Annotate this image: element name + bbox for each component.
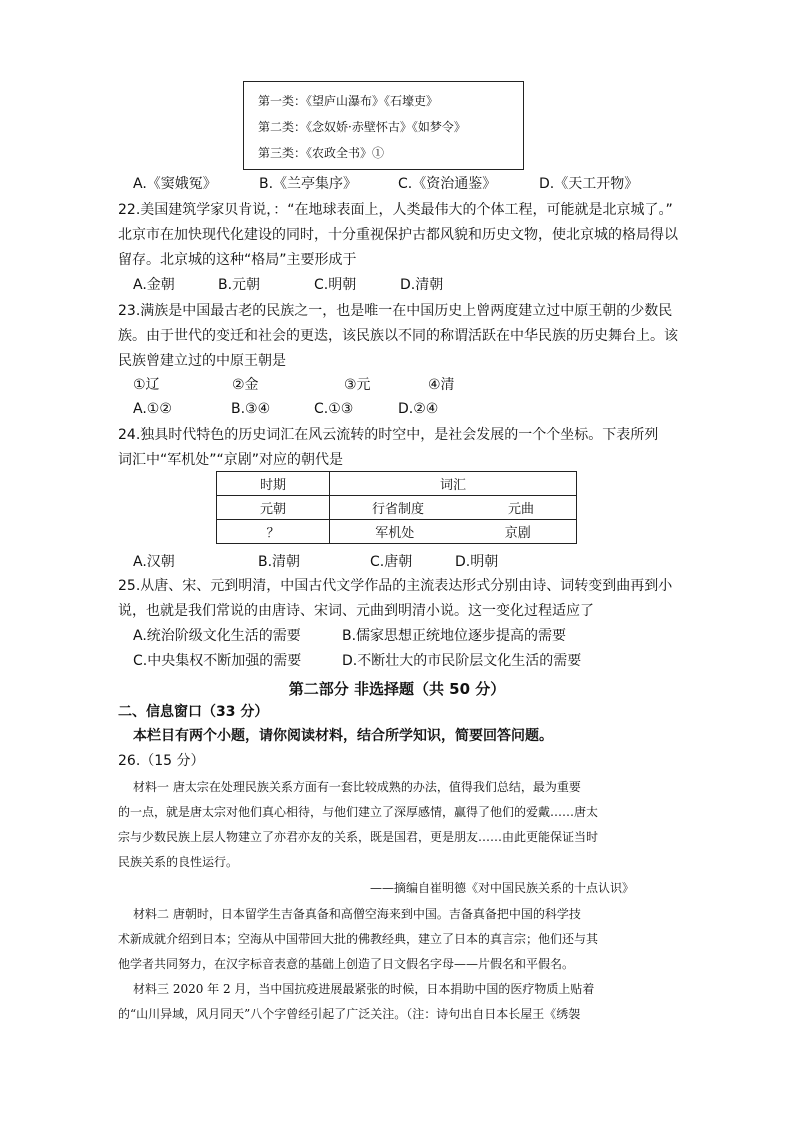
q22-option-d: D.清朝 xyxy=(400,277,444,293)
q23-item-3: ③元 xyxy=(344,377,371,393)
material3-line-1: 材料三 2020 年 2 月，当中国抗疫进展最紧张的时候，日本捐助中国的医疗物质上贴着 xyxy=(133,982,595,996)
q22-option-b: B.元朝 xyxy=(218,277,261,293)
table-cell-period: ？ xyxy=(217,520,330,544)
material2-line-2: 术新成就介绍到日本；空海从中国带回大批的佛教经典，建立了日本的真言宗；他们还与其 xyxy=(118,932,599,946)
material1-source: ——摘编自崔明德《对中国民族关系的十点认识》 xyxy=(370,881,635,895)
q23-option-c: C.①③ xyxy=(314,401,354,417)
q24-option-d: D.明朝 xyxy=(455,554,499,570)
q22-stem-1: 22.美国建筑学家贝肯说，：“在地球表面上，人类最伟大的个体工程，可能就是北京城了。” xyxy=(118,202,673,218)
q23-stem-2: 族。由于世代的变迁和社会的更迭，该民族以不同的称谓活跃在中华民族的历史舞台上。该 xyxy=(118,328,678,344)
table-word: 行省制度 xyxy=(371,502,424,517)
material1-line-3: 宗与少数民族上层人物建立了亦君亦友的关系，既是国君，更是朋友……由此更能保证当时 xyxy=(118,830,599,844)
q25-option-c: C.中央集权不断加强的需要 xyxy=(133,653,302,669)
part2-title: 第二部分 非选择题（共 50 分） xyxy=(288,680,506,698)
q25-option-d: D.不断壮大的市民阶层文化生活的需要 xyxy=(342,653,582,669)
q25-option-a: A.统治阶级文化生活的需要 xyxy=(133,628,301,644)
material3-line-2: 的“山川异域，风月同天”八个字曾经引起了广泛关注。（注：诗句出自日本长屋王《绣袈 xyxy=(118,1007,581,1021)
material2-line-1: 材料二 唐朝时，日本留学生吉备真备和高僧空海来到中国。吉备真备把中国的科学技 xyxy=(133,907,581,921)
material1-line-4: 民族关系的良性运行。 xyxy=(118,855,239,869)
q23-option-b: B.③④ xyxy=(231,401,271,417)
material1-line-1: 材料一 唐太宗在处理民族关系方面有一套比较成熟的办法，值得我们总结，最为重要 xyxy=(133,780,581,794)
table-word: 京剧 xyxy=(504,526,531,541)
q23-stem-1: 23.满族是中国最古老的民族之一，也是唯一在中国历史上曾两度建立过中原王朝的少数民 xyxy=(118,303,673,319)
q25-option-b: B.儒家思想正统地位逐步提高的需要 xyxy=(342,628,567,644)
box-line-1: 第一类：《望庐山瀑布》《石壕吏》 xyxy=(258,94,439,108)
table-header-period: 时期 xyxy=(217,472,330,496)
q22-option-a: A.金朝 xyxy=(133,277,175,293)
table-cell-words xyxy=(330,496,577,520)
q25-stem-1: 25.从唐、宋、元到明清，中国古代文学作品的主流表达形式分别由诗、词转变到曲再到小 xyxy=(118,578,673,594)
q24-option-b: B.清朝 xyxy=(258,554,301,570)
q21-option-d: D.《天工开物》 xyxy=(539,176,639,192)
box-line-3: 第三类：《农政全书》① xyxy=(258,146,385,160)
q23-item-4: ④清 xyxy=(428,377,455,393)
box-line-2: 第二类：《念奴娇·赤壁怀古》《如梦令》 xyxy=(258,120,466,134)
q26-heading: 26.（15 分） xyxy=(118,753,205,769)
q24-option-c: C.唐朝 xyxy=(370,554,413,570)
table-word: 军机处 xyxy=(375,526,415,541)
material2-line-3: 他学者共同努力，在汉字标音表意的基础上创造了日文假名字母——片假名和平假名。 xyxy=(118,957,575,971)
q23-item-2: ②金 xyxy=(232,377,259,393)
q23-option-a: A.①② xyxy=(133,401,172,417)
q21-option-c: C.《资治通鉴》 xyxy=(398,176,497,192)
q24-stem-1: 24.独具时代特色的历史词汇在风云流转的时空中，是社会发展的一个个坐标。下表所列 xyxy=(118,427,659,443)
q24-option-a: A.汉朝 xyxy=(133,554,175,570)
table-cell-period: 元朝 xyxy=(217,496,330,520)
q23-stem-3: 民族曾建立过的中原王朝是 xyxy=(118,353,286,369)
q21-option-b: B.《兰亭集序》 xyxy=(259,176,358,192)
table-row xyxy=(217,520,577,544)
q24-stem-2: 词汇中“军机处”“京剧”对应的朝代是 xyxy=(118,452,344,468)
table-header-row xyxy=(217,472,577,496)
table-word: 元曲 xyxy=(507,502,534,517)
section-instruction: 本栏目有两个小题，请你阅读材料，结合所学知识，简要回答问题。 xyxy=(133,728,553,744)
q23-option-d: D.②④ xyxy=(398,401,439,417)
q22-stem-3: 留存。北京城的这种“格局”主要形成于 xyxy=(118,252,357,268)
section-heading: 二、信息窗口（33 分） xyxy=(118,704,269,720)
vocabulary-table xyxy=(216,471,577,544)
material1-line-2: 的一点，就是唐太宗对他们真心相待，与他们建立了深厚感情，赢得了他们的爱戴……唐太 xyxy=(118,805,599,819)
q21-option-a: A.《窦娥冤》 xyxy=(133,176,217,192)
table-row xyxy=(217,496,577,520)
table-cell-words xyxy=(330,520,577,544)
q22-stem-2: 北京市在加快现代化建设的同时，十分重视保护古都风貌和历史文物，使北京城的格局得以 xyxy=(118,227,678,243)
q25-stem-2: 说，也就是我们常说的由唐诗、宋词、元曲到明清小说。这一变化过程适应了 xyxy=(118,603,594,619)
q22-option-c: C.明朝 xyxy=(314,277,357,293)
q23-item-1: ①辽 xyxy=(133,377,160,393)
table-header-words: 词汇 xyxy=(330,472,577,496)
classification-box xyxy=(243,81,524,170)
